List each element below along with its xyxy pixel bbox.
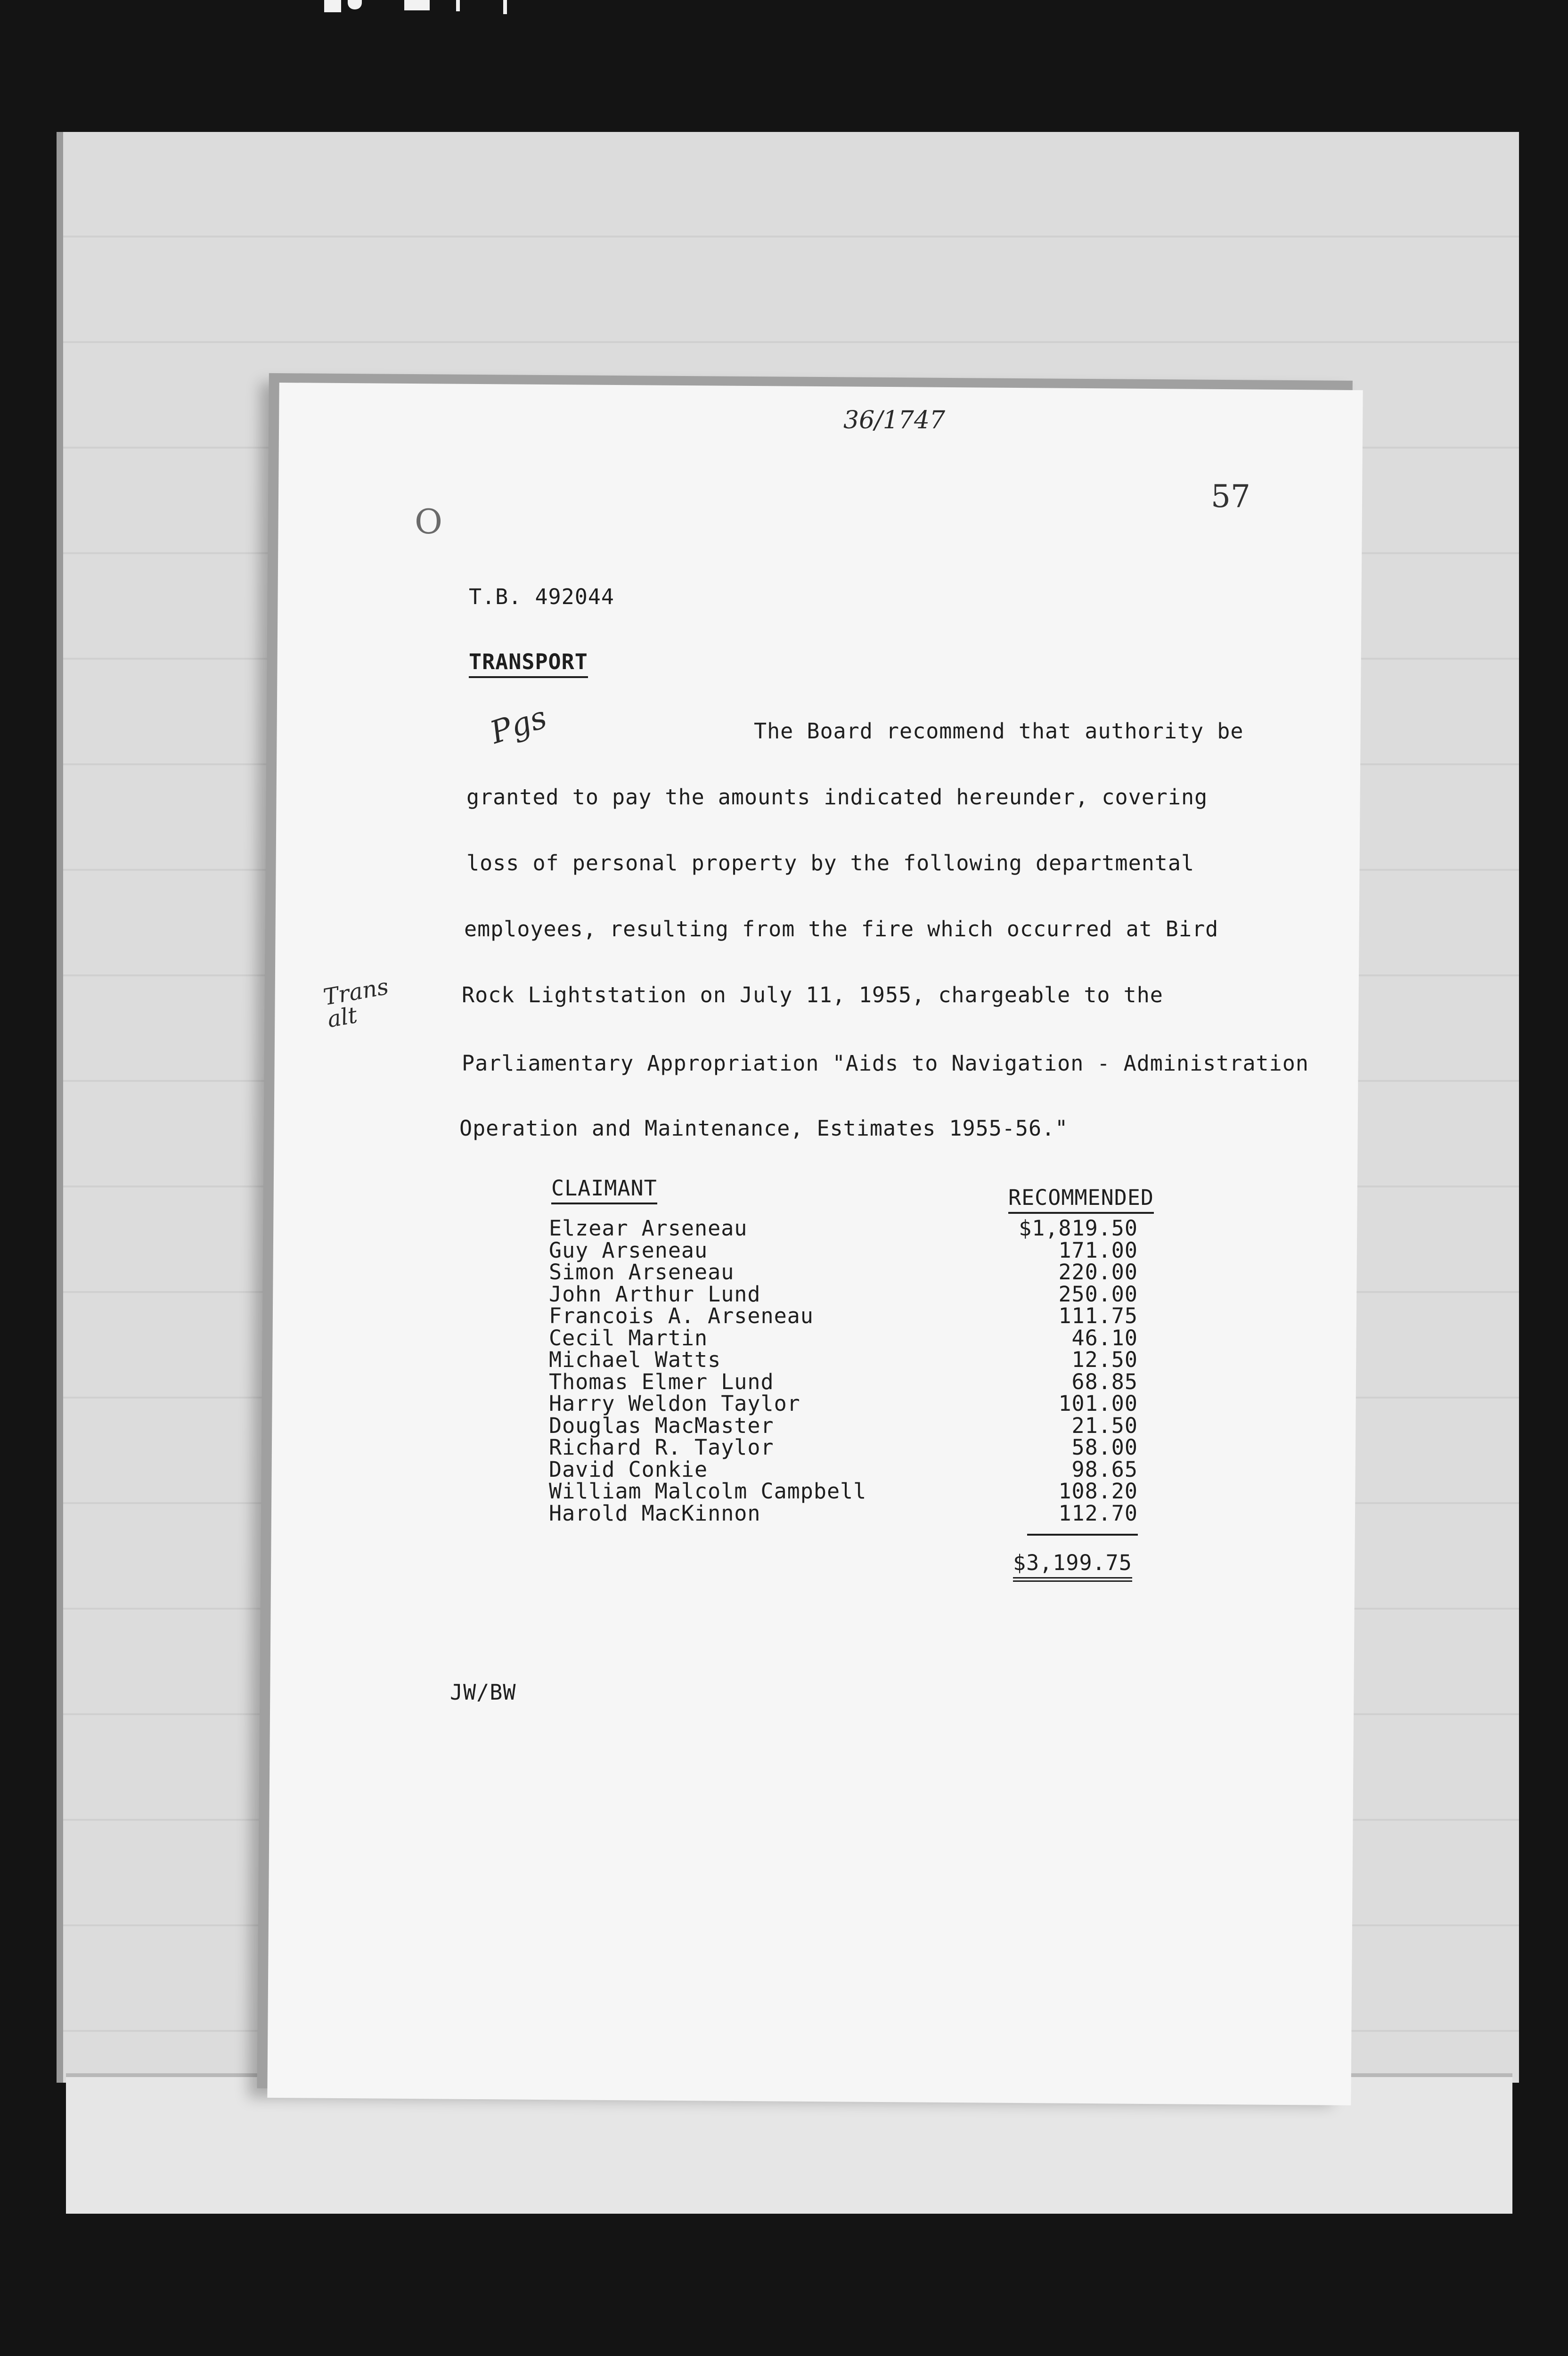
claimant-name: Guy Arseneau	[549, 1237, 708, 1263]
claimant-name: Francois A. Arseneau	[549, 1303, 814, 1328]
paragraph-line-6: Parliamentary Appropriation "Aids to Navigation - Administration	[462, 1051, 1309, 1076]
claimant-name: Elzear Arseneau	[549, 1216, 748, 1241]
claim-amount: 171.00	[1058, 1237, 1138, 1263]
claimant-name: Harry Weldon Taylor	[549, 1391, 800, 1416]
margin-note-pgs: Pgs	[486, 699, 551, 751]
page-number: 57	[1211, 478, 1250, 515]
sum-rule	[1027, 1534, 1138, 1536]
claims-table	[549, 1216, 1138, 1526]
claim-amount: $1,819.50	[1019, 1216, 1138, 1241]
corner-mark: O	[415, 502, 443, 541]
claimant-name: David Conkie	[549, 1456, 708, 1482]
paragraph-line-7: Operation and Maintenance, Estimates 1955-56."	[459, 1116, 1069, 1141]
table-row	[549, 1369, 1138, 1394]
table-row	[549, 1435, 1138, 1460]
paragraph-line-1: The Board recommend that authority be	[754, 719, 1244, 744]
table-row	[549, 1456, 1138, 1482]
claimant-name: Thomas Elmer Lund	[549, 1369, 774, 1394]
paragraph-line-2: granted to pay the amounts indicated hereunder, covering	[466, 785, 1208, 810]
claimant-name: John Arthur Lund	[549, 1281, 761, 1307]
claimant-header: CLAIMANT	[551, 1176, 657, 1204]
table-row	[549, 1281, 1138, 1307]
claimant-name: Richard R. Taylor	[549, 1435, 774, 1460]
claimant-name: Douglas MacMaster	[549, 1413, 774, 1438]
table-row	[549, 1325, 1138, 1348]
claim-amount: 21.50	[1071, 1413, 1138, 1438]
table-row	[549, 1303, 1138, 1328]
paragraph-line-5: Rock Lightstation on July 11, 1955, chargeable to the	[462, 982, 1163, 1007]
claim-amount: 98.65	[1071, 1456, 1138, 1482]
paragraph-line-4: employees, resulting from the fire which occurred at Bird	[464, 916, 1219, 941]
paragraph-line-3: loss of personal property by the following departmental	[466, 851, 1195, 875]
claim-amount: 68.85	[1071, 1369, 1138, 1394]
claim-amount: 101.00	[1058, 1391, 1138, 1416]
claimant-name: Simon Arseneau	[549, 1260, 735, 1284]
total-amount: $3,199.75	[1013, 1550, 1132, 1582]
department-heading: TRANSPORT	[469, 649, 588, 678]
table-row	[549, 1479, 1138, 1504]
table-row	[549, 1413, 1138, 1438]
table-row	[549, 1260, 1138, 1282]
claim-amount: 220.00	[1058, 1260, 1138, 1284]
claim-amount: 108.20	[1058, 1479, 1138, 1504]
recommended-header: RECOMMENDED	[1008, 1185, 1154, 1214]
claim-amount: 111.75	[1058, 1303, 1138, 1328]
table-row	[549, 1237, 1138, 1263]
claim-amount: 58.00	[1071, 1435, 1138, 1460]
claimant-name: Michael Watts	[549, 1347, 721, 1372]
table-row	[549, 1347, 1138, 1372]
claimant-name: William Malcolm Campbell	[549, 1479, 867, 1504]
claim-amount: 12.50	[1071, 1347, 1138, 1372]
table-row	[549, 1216, 1138, 1241]
tb-number: T.B. 492044	[469, 584, 615, 609]
margin-note-trans: Trans alt	[321, 973, 391, 1033]
table-row	[549, 1391, 1138, 1416]
claim-amount: 46.10	[1071, 1325, 1138, 1350]
claim-amount: 250.00	[1058, 1281, 1138, 1307]
claimant-name: Cecil Martin	[549, 1325, 708, 1350]
file-reference: 36/1747	[843, 406, 946, 434]
typist-initials: JW/BW	[450, 1680, 516, 1705]
claimant-name: Harold MacKinnon	[549, 1500, 761, 1526]
table-row	[549, 1500, 1138, 1526]
claim-amount: 112.70	[1058, 1500, 1138, 1526]
